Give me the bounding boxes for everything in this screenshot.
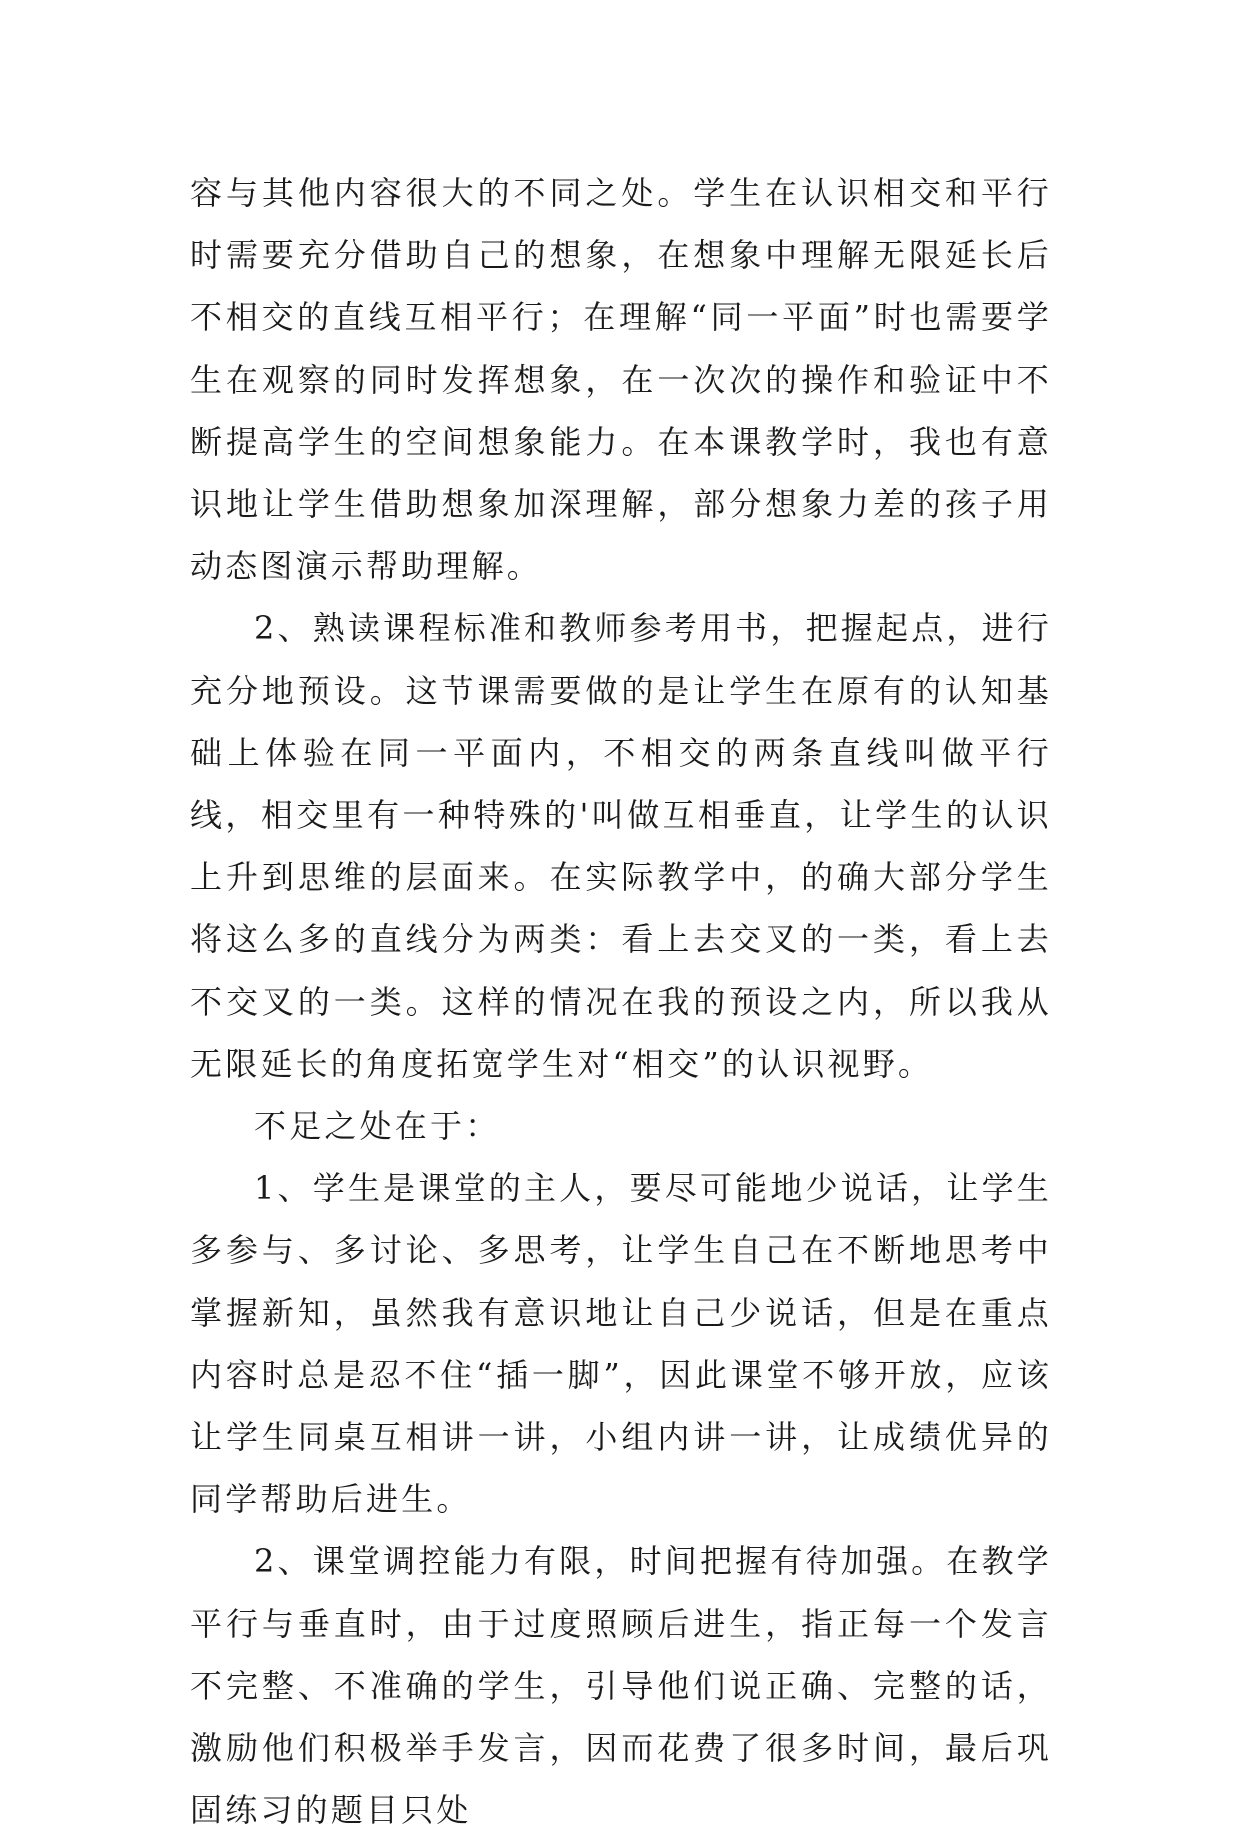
paragraph-shortcomings-heading: 不足之处在于： (254, 1107, 501, 1146)
paragraph-point-2: 2、熟读课程标准和教师参考用书，把握起点，进行充分地预设。这节课需要做的是让学生在原有的认知基础上体验在同一平面内，不相交的两条直线叫做平行线，相交里有一种特殊的'叫做互相垂直，让学生的认识上升到思维的层面来。在实际教学中，的确大部分学生将这么多的直线分为两类：看上去交叉的一类，看上去不交叉的一类。这样的情况在我的预设之内，所以我从无限延长的角度拓宽学生对“相交”的认识视野。 (190, 609, 1052, 1083)
paragraph-shortcoming-2: 2、课堂调控能力有限，时间把握有待加强。在教学平行与垂直时，由于过度照顾后进生，指正每一个发言不完整、不准确的学生，引导他们说正确、完整的话，激励他们积极举手发言，因而花费了很多时间，最后巩固练习的题目只处 (190, 1542, 1052, 1830)
body-text (190, 162, 1052, 1841)
paragraph-shortcoming-1: 1、学生是课堂的主人，要尽可能地少说话，让学生多参与、多讨论、多思考，让学生自己在不断地思考中掌握新知，虽然我有意识地让自己少说话，但是在重点内容时总是忍不住“插一脚”，因此课堂不够开放，应该让学生同桌互相讲一讲，小组内讲一讲，让成绩优异的同学帮助后进生。 (190, 1169, 1052, 1519)
paragraph-continuation: 容与其他内容很大的不同之处。学生在认识相交和平行时需要充分借助自己的想象，在想象中理解无限延长后不相交的直线互相平行；在理解“同一平面”时也需要学生在观察的同时发挥想象，在一次次的操作和验证中不断提高学生的空间想象能力。在本课教学时，我也有意识地让学生借助想象加深理解，部分想象力差的孩子用动态图演示帮助理解。 (190, 174, 1052, 586)
